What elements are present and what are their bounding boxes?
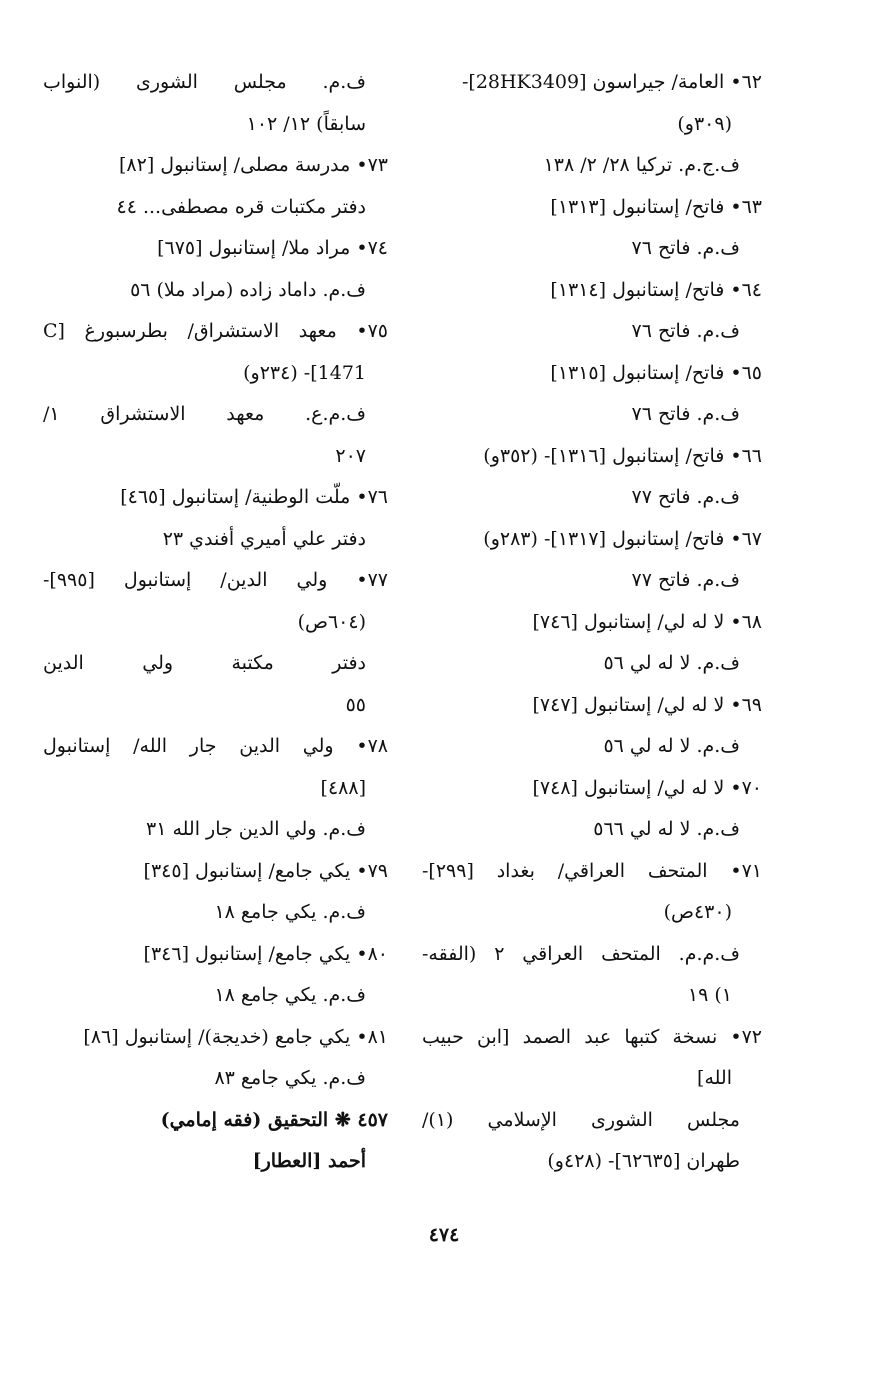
- entry-78-line: ٧٨• ولي الدين جار الله/ إستانبول: [43, 735, 388, 757]
- entry-80-line: ٨٠• يكي جامع/ إستانبول [٣٤٦]: [143, 942, 388, 965]
- entry-75-ref-cont: ٢٠٧: [335, 444, 366, 467]
- entry-79-ref: ف.م. يكي جامع ١٨: [214, 901, 366, 923]
- entry-65-ref: ف.م. فاتح ٧٦: [631, 403, 740, 425]
- entry-70-line: ٧٠• لا له لي/ إستانبول [٧٤٨]: [532, 776, 762, 799]
- section-author: أحمد [العطار]: [252, 1150, 366, 1172]
- entry-73-line: ٧٣• مدرسة مصلى/ إستانبول [٨٢]: [118, 154, 388, 176]
- entry-64-ref: ف.م. فاتح ٧٦: [631, 320, 740, 342]
- entry-62-line: ٦٢• العامة/ جيراسون [28HK3409]-: [461, 71, 762, 93]
- entry-65-line: ٦٥• فاتح/ إستانبول [١٣١٥]: [550, 361, 762, 384]
- entry-75-line: ٧٥• معهد الاستشراق/ بطرسبورغ [C: [43, 320, 388, 342]
- entry-71-ref: ف.م.م. المتحف العراقي ٢ (الفقه-: [422, 942, 740, 965]
- entry-74-ref: ف.م. داماد زاده (مراد ملا) ٥٦: [130, 278, 366, 301]
- entry-68-ref: ف.م. لا له لي ٥٦: [603, 652, 740, 674]
- entry-67-ref: ف.م. فاتح ٧٧: [631, 569, 740, 591]
- entry-67-line: ٦٧• فاتح/ إستانبول [١٣١٧]- (٢٨٣و): [483, 527, 762, 550]
- entry-69-line: ٦٩• لا له لي/ إستانبول [٧٤٧]: [532, 693, 762, 716]
- entry-72-ref-cont: سابقاً) ١٢/ ١٠٢: [246, 112, 366, 135]
- entry-71-line: ٧١• المتحف العراقي/ بغداد [٢٩٩]-: [422, 859, 762, 882]
- entry-63-line: ٦٣• فاتح/ إستانبول [١٣١٣]: [550, 195, 762, 218]
- page-number: ٤٧٤: [428, 1224, 460, 1246]
- entry-78-ref: ف.م. ولي الدين جار الله ٣١: [145, 818, 366, 840]
- entry-75-folio: 1471]- (٢٣٤و): [243, 361, 366, 384]
- entry-66-ref: ف.م. فاتح ٧٧: [631, 486, 740, 508]
- entry-78-shelfmark: [٤٨٨]: [320, 776, 366, 799]
- entry-64-line: ٦٤• فاتح/ إستانبول [١٣١٤]: [550, 278, 762, 301]
- entry-71-folio: (٤٣٠ص): [663, 901, 732, 923]
- entry-76-line: ٧٦• ملّت الوطنية/ إستانبول [٤٦٥]: [120, 486, 388, 508]
- entry-76-ref: دفتر علي أميري أفندي ٢٣: [162, 527, 366, 550]
- entry-77-folio: (٦٠٤ص): [297, 610, 366, 633]
- entry-72-ref: ف.م. مجلس الشورى (النواب: [43, 71, 366, 93]
- entry-71-ref-cont: ١) ١٩: [687, 984, 732, 1006]
- entry-81-ref: ف.م. يكي جامع ٨٣: [214, 1067, 366, 1089]
- section-heading-457: ٤٥٧ ❋ التحقيق (فقه إمامي): [160, 1108, 388, 1131]
- entry-62-ref: ف.ج.م. تركيا ٢٨/ ٢/ ١٣٨: [543, 154, 740, 176]
- entry-75-ref: ف.م.ع. معهد الاستشراق ١/: [43, 403, 366, 425]
- right-column: [422, 62, 762, 1183]
- entry-69-ref: ف.م. لا له لي ٥٦: [603, 735, 740, 757]
- entry-62-folio: (٣٠٩و): [677, 112, 732, 135]
- entry-72-line-cont: الله]: [697, 1067, 732, 1089]
- entry-80-ref: ف.م. يكي جامع ١٨: [214, 984, 366, 1006]
- entry-77-ref: دفتر مكتبة ولي الدين: [43, 652, 366, 674]
- entry-70-ref: ف.م. لا له لي ٥٦٦: [593, 818, 740, 840]
- entry-77-line: ٧٧• ولي الدين/ إستانبول [٩٩٥]-: [43, 569, 388, 591]
- entry-73-ref: دفتر مكتبات قره مصطفى... ٤٤: [116, 195, 366, 218]
- entry-79-line: ٧٩• يكي جامع/ إستانبول [٣٤٥]: [143, 859, 388, 882]
- entry-66-line: ٦٦• فاتح/ إستانبول [١٣١٦]- (٣٥٢و): [483, 444, 762, 467]
- entry-63-ref: ف.م. فاتح ٧٦: [631, 237, 740, 259]
- entry-74-line: ٧٤• مراد ملا/ إستانبول [٦٧٥]: [157, 237, 388, 259]
- entry-72-library: مجلس الشورى الإسلامي (١)/: [422, 1108, 740, 1131]
- entry-72-line: ٧٢• نسخة كتبها عبد الصمد [ابن حبيب: [422, 1025, 762, 1048]
- entry-77-ref-cont: ٥٥: [345, 693, 366, 716]
- entry-68-line: ٦٨• لا له لي/ إستانبول [٧٤٦]: [532, 610, 762, 633]
- entry-72-shelfmark: طهران [٦٢٦٣٥]- (٤٢٨و): [547, 1150, 740, 1172]
- left-column: [43, 62, 388, 1183]
- entry-81-line: ٨١• يكي جامع (خديجة)/ إستانبول [٨٦]: [83, 1025, 388, 1048]
